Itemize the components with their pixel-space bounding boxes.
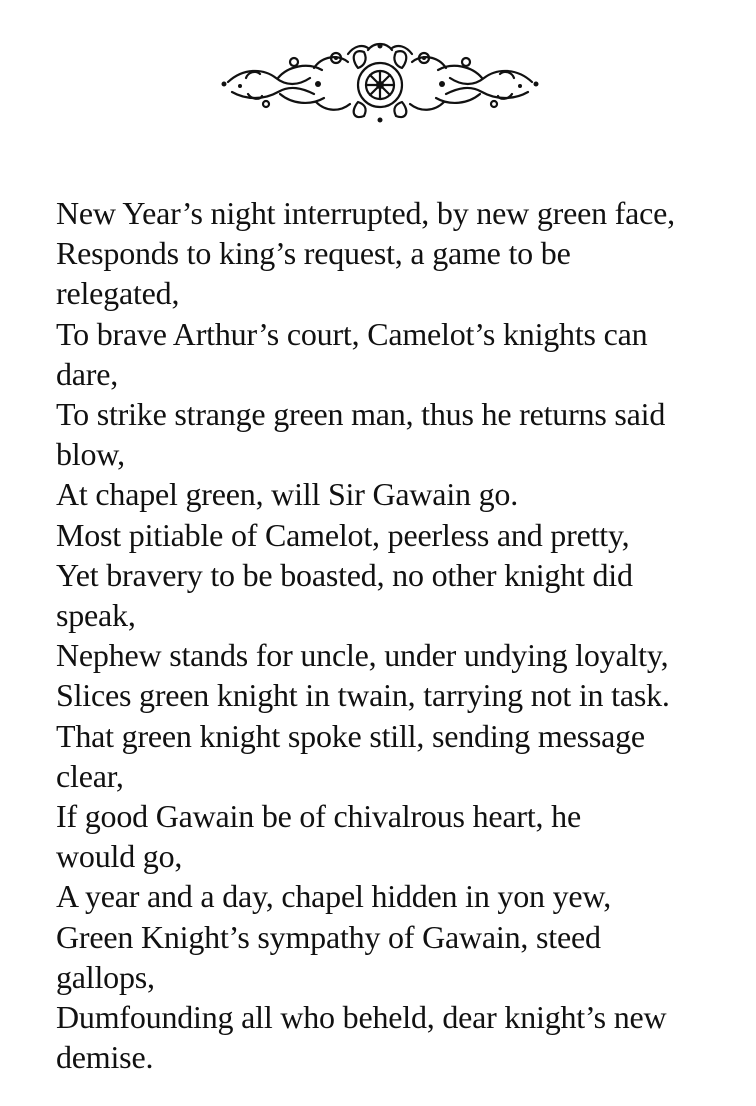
poem-line: New Year’s night interrupted, by new green face, [56,195,675,231]
poem-line: Slices green knight in twain, tarrying not in task. [56,677,670,714]
poem-line: At chapel green, will Sir Gawain go. [56,476,519,513]
poem-line: Yet bravery to be boasted, no other knight did [56,556,633,593]
poem-line: That green knight spoke still, sending message [56,717,645,754]
poem-line: speak, [56,597,136,634]
poem-line: dare, [56,355,119,392]
poem-line: Responds to king’s request, a game to be [56,235,571,272]
poem-line: To brave Arthur’s court, Camelot’s knights can [56,315,648,352]
poem-line: A year and a day, chapel hidden in yon yew, [56,878,612,915]
poem-line: To strike strange green man, thus he returns said [56,396,666,433]
poem-line: If good Gawain be of chivalrous heart, he [56,798,581,835]
poem-line: gallops, [56,958,155,995]
poem-body [56,193,716,1077]
poem-line: would go, [56,838,183,875]
poem-line: Green Knight’s sympathy of Gawain, steed [56,918,601,955]
floral-ornament-icon [218,38,542,124]
poem-line: relegated, [56,275,180,312]
poem-line: Dumfounding all who beheld, dear knight’s new [56,999,667,1036]
poem-line: clear, [56,757,124,794]
poem-line: blow, [56,436,125,473]
poem-line: Most pitiable of Camelot, peerless and pretty, [56,516,630,553]
poem-line: demise. [56,1039,154,1076]
poem-line: Nephew stands for uncle, under undying loyalty, [56,637,669,674]
